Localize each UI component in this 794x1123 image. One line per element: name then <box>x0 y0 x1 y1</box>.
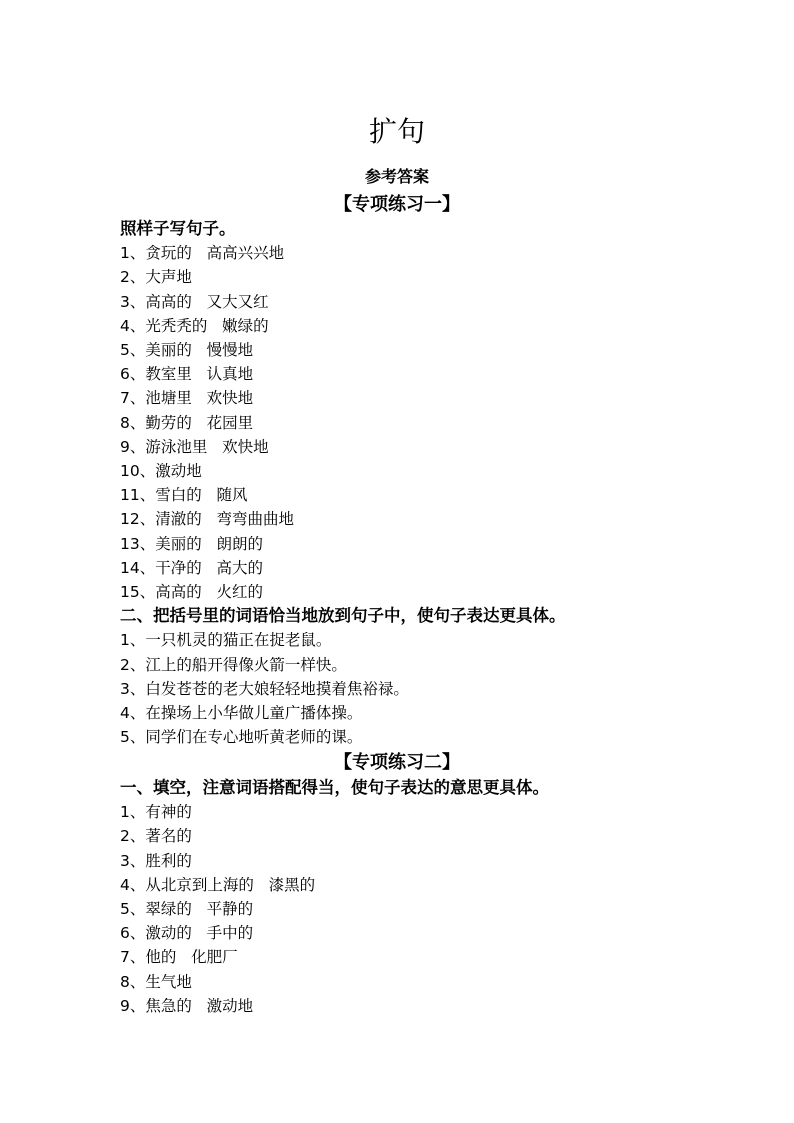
list-item: 6、激动的 手中的 <box>120 924 254 943</box>
list-item: 13、美丽的 朗朗的 <box>120 534 264 553</box>
section-2-content <box>120 776 760 1018</box>
list-item: 12、清澈的 弯弯曲曲地 <box>120 510 295 529</box>
section-1-content <box>120 217 760 749</box>
list-item: 14、干净的 高大的 <box>120 558 264 577</box>
list-item: 1、一只机灵的猫正在捉老鼠。 <box>120 631 332 650</box>
list-item: 4、在操场上小华做儿童广播体操。 <box>120 704 363 723</box>
list-item: 15、高高的 火红的 <box>120 583 264 602</box>
document-title: 扩句 <box>368 115 425 148</box>
list-item: 4、光秃秃的 嫩绿的 <box>120 316 269 335</box>
list-item: 5、翠绿的 平静的 <box>120 900 254 919</box>
list-item: 7、他的 化肥厂 <box>120 948 238 967</box>
section-1-part-2-heading: 二、把括号里的词语恰当地放到句子中，使句子表达更具体。 <box>120 606 566 626</box>
list-item: 9、游泳池里 欢快地 <box>120 437 269 456</box>
list-item: 8、勤劳的 花园里 <box>120 413 254 432</box>
section-title-2: 【专项练习二】 <box>334 752 460 773</box>
list-item: 9、焦急的 激动地 <box>120 996 254 1015</box>
section-title-1: 【专项练习一】 <box>334 194 460 215</box>
list-item: 3、高高的 又大又红 <box>120 292 269 311</box>
list-item: 2、江上的船开得像火箭一样快。 <box>120 655 347 674</box>
list-item: 11、雪白的 随风 <box>120 486 248 505</box>
list-item: 5、美丽的 慢慢地 <box>120 341 254 360</box>
list-item: 3、白发苍苍的老大娘轻轻地摸着焦裕禄。 <box>120 679 409 698</box>
list-item: 1、有神的 <box>120 803 192 822</box>
document-subtitle: 参考答案 <box>364 167 429 186</box>
list-item: 8、生气地 <box>120 972 192 991</box>
list-item: 2、大声地 <box>120 268 192 287</box>
list-item: 5、同学们在专心地听黄老师的课。 <box>120 728 363 747</box>
list-item: 10、激动地 <box>120 462 202 481</box>
list-item: 3、胜利的 <box>120 851 192 870</box>
list-item: 4、从北京到上海的 漆黑的 <box>120 875 316 894</box>
list-item: 2、著名的 <box>120 827 192 846</box>
section-1-part-1-heading: 照样子写句子。 <box>120 219 236 238</box>
list-item: 7、池塘里 欢快地 <box>120 389 254 408</box>
list-item: 1、贪玩的 高高兴兴地 <box>120 244 285 263</box>
list-item: 6、教室里 认真地 <box>120 365 254 384</box>
section-2-part-1-heading: 一、填空，注意词语搭配得当，使句子表达的意思更具体。 <box>120 778 549 797</box>
